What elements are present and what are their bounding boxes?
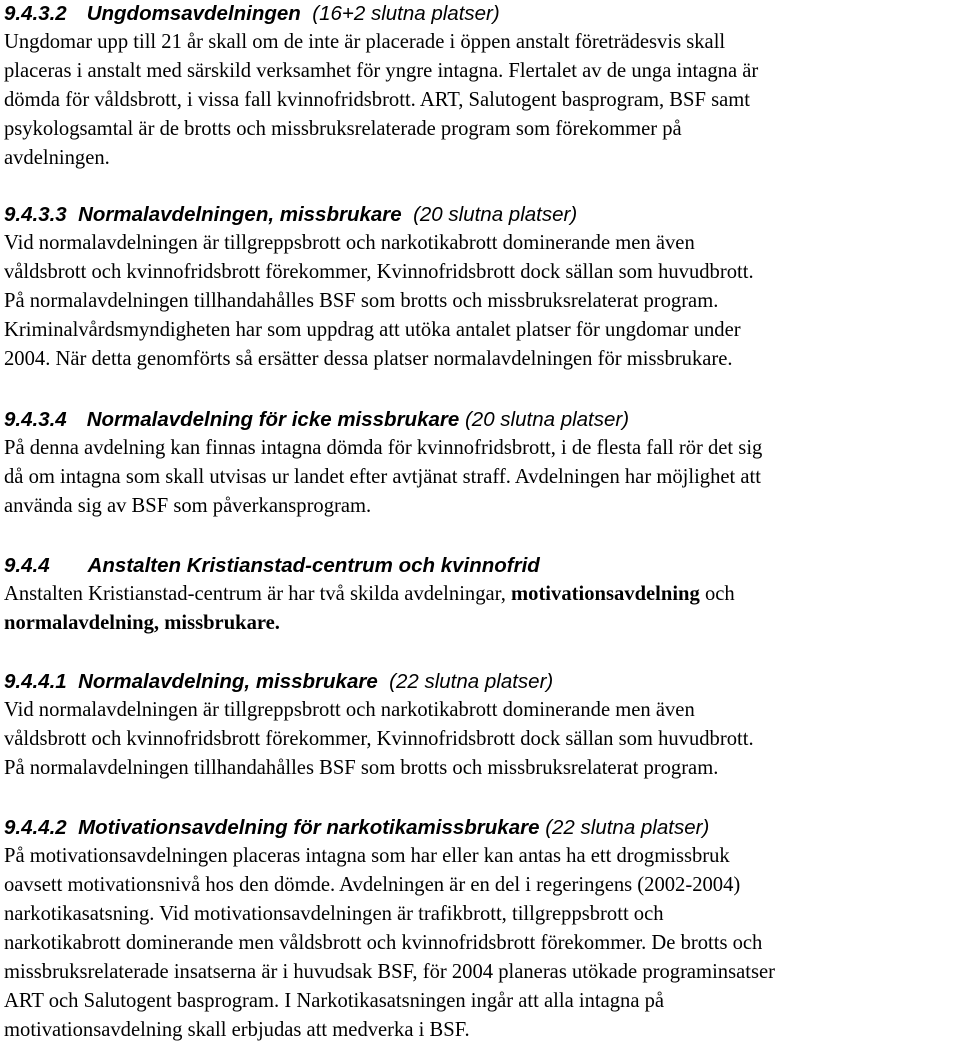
section-9-4-3-4	[4, 405, 762, 521]
body-line: Vid normalavdelningen är tillgreppsbrott och narkotikabrott dominerande men även	[4, 699, 695, 721]
section-suffix: (22 slutna platser)	[389, 670, 554, 693]
section-body	[4, 696, 754, 783]
section-heading	[4, 813, 775, 842]
section-suffix: (20 slutna platser)	[464, 408, 630, 431]
body-line: Vid normalavdelningen är tillgreppsbrott och narkotikabrott dominerande men även	[4, 232, 695, 254]
section-title: Normalavdelningen, missbrukare	[78, 203, 402, 226]
body-line: ART och Salutogent basprogram. I Narkotikasatsningen ingår att alla intagna på	[4, 990, 665, 1012]
body-line: då om intagna som skall utvisas ur landet efter avtjänat straff. Avdelningen har möjlighet att	[4, 466, 762, 488]
body-line	[4, 580, 735, 609]
section-body	[4, 434, 762, 521]
section-suffix: (16+2 slutna platser)	[312, 2, 500, 25]
body-line: På motivationsavdelningen placeras intagna som har eller kan antas ha ett drogmissbruk	[4, 845, 730, 867]
section-9-4-4-2	[4, 813, 775, 1045]
section-body	[4, 28, 758, 173]
body-line: På normalavdelningen tillhandahålles BSF som brotts och missbruksrelaterat program.	[4, 290, 719, 312]
bold-term: motivationsavdelning	[511, 583, 700, 605]
section-suffix: (22 slutna platser)	[545, 816, 710, 839]
body-line: narkotikasatsning. Vid motivationsavdelningen är trafikbrott, tillgreppsbrott och	[4, 903, 664, 925]
body-line: missbruksrelaterade insatserna är i huvudsak BSF, för 2004 planeras utökade programinsatser	[4, 961, 775, 983]
section-heading	[4, 667, 754, 696]
section-number: 9.4.3.2	[4, 2, 67, 25]
section-number: 9.4.3.4	[4, 408, 67, 431]
section-9-4-3-3	[4, 200, 754, 374]
body-line: oavsett motivationsnivå hos den dömde. Avdelningen är en del i regeringens (2002-2004)	[4, 874, 741, 896]
body-line: placeras i anstalt med särskild verksamhet för yngre intagna. Flertalet av de unga intagna är	[4, 60, 759, 82]
section-suffix: (20 slutna platser)	[413, 203, 578, 226]
body-line: 2004. När detta genomförts så ersätter dessa platser normalavdelningen för missbrukare.	[4, 348, 733, 370]
section-number: 9.4.4.1	[4, 670, 67, 693]
section-title: Ungdomsavdelningen	[86, 2, 301, 25]
body-line: våldsbrott och kvinnofridsbrott förekommer, Kvinnofridsbrott dock sällan som huvudbrott.	[4, 261, 754, 283]
section-title: Normalavdelning för icke missbrukare	[86, 408, 460, 431]
body-line: Ungdomar upp till 21 år skall om de inte är placerade i öppen anstalt företrädesvis skall	[4, 31, 726, 53]
section-title: Normalavdelning, missbrukare	[78, 670, 378, 693]
body-line: På normalavdelningen tillhandahålles BSF som brotts och missbruksrelaterat program.	[4, 757, 719, 779]
section-body	[4, 842, 775, 1045]
body-text: Anstalten Kristianstad-centrum är har två skilda avdelningar,	[4, 583, 511, 605]
body-line: använda sig av BSF som påverkansprogram.	[4, 495, 372, 517]
section-9-4-4	[4, 551, 735, 638]
section-number: 9.4.4	[4, 554, 50, 577]
body-line: våldsbrott och kvinnofridsbrott förekommer, Kvinnofridsbrott dock sällan som huvudbrott.	[4, 728, 754, 750]
section-number: 9.4.4.2	[4, 816, 67, 839]
section-body	[4, 580, 735, 638]
section-title: Anstalten Kristianstad-centrum och kvinnofrid	[87, 554, 540, 577]
body-line: Kriminalvårdsmyndigheten har som uppdrag att utöka antalet platser för ungdomar under	[4, 319, 741, 341]
section-heading	[4, 551, 735, 580]
body-text: och	[699, 583, 735, 605]
section-heading	[4, 0, 758, 28]
section-9-4-3-2	[4, 0, 758, 173]
body-line: psykologsamtal är de brotts och missbruksrelaterade program som förekommer på	[4, 118, 682, 140]
section-heading	[4, 405, 762, 434]
section-heading	[4, 200, 754, 229]
section-body	[4, 229, 754, 374]
body-line	[4, 609, 735, 638]
body-line: narkotikabrott dominerande men våldsbrott och kvinnofridsbrott förekommer. De brotts och	[4, 932, 763, 954]
body-line: avdelningen.	[4, 147, 110, 169]
section-9-4-4-1	[4, 667, 754, 783]
body-line: dömda för våldsbrott, i vissa fall kvinnofridsbrott. ART, Salutogent basprogram, BSF samt	[4, 89, 750, 111]
body-line: På denna avdelning kan finnas intagna dömda för kvinnofridsbrott, i de flesta fall rör det sig	[4, 437, 763, 459]
body-line: motivationsavdelning skall erbjudas att medverka i BSF.	[4, 1019, 470, 1041]
section-title: Motivationsavdelning för narkotikamissbrukare	[78, 816, 540, 839]
section-number: 9.4.3.3	[4, 203, 67, 226]
bold-term: normalavdelning, missbrukare.	[4, 612, 280, 634]
